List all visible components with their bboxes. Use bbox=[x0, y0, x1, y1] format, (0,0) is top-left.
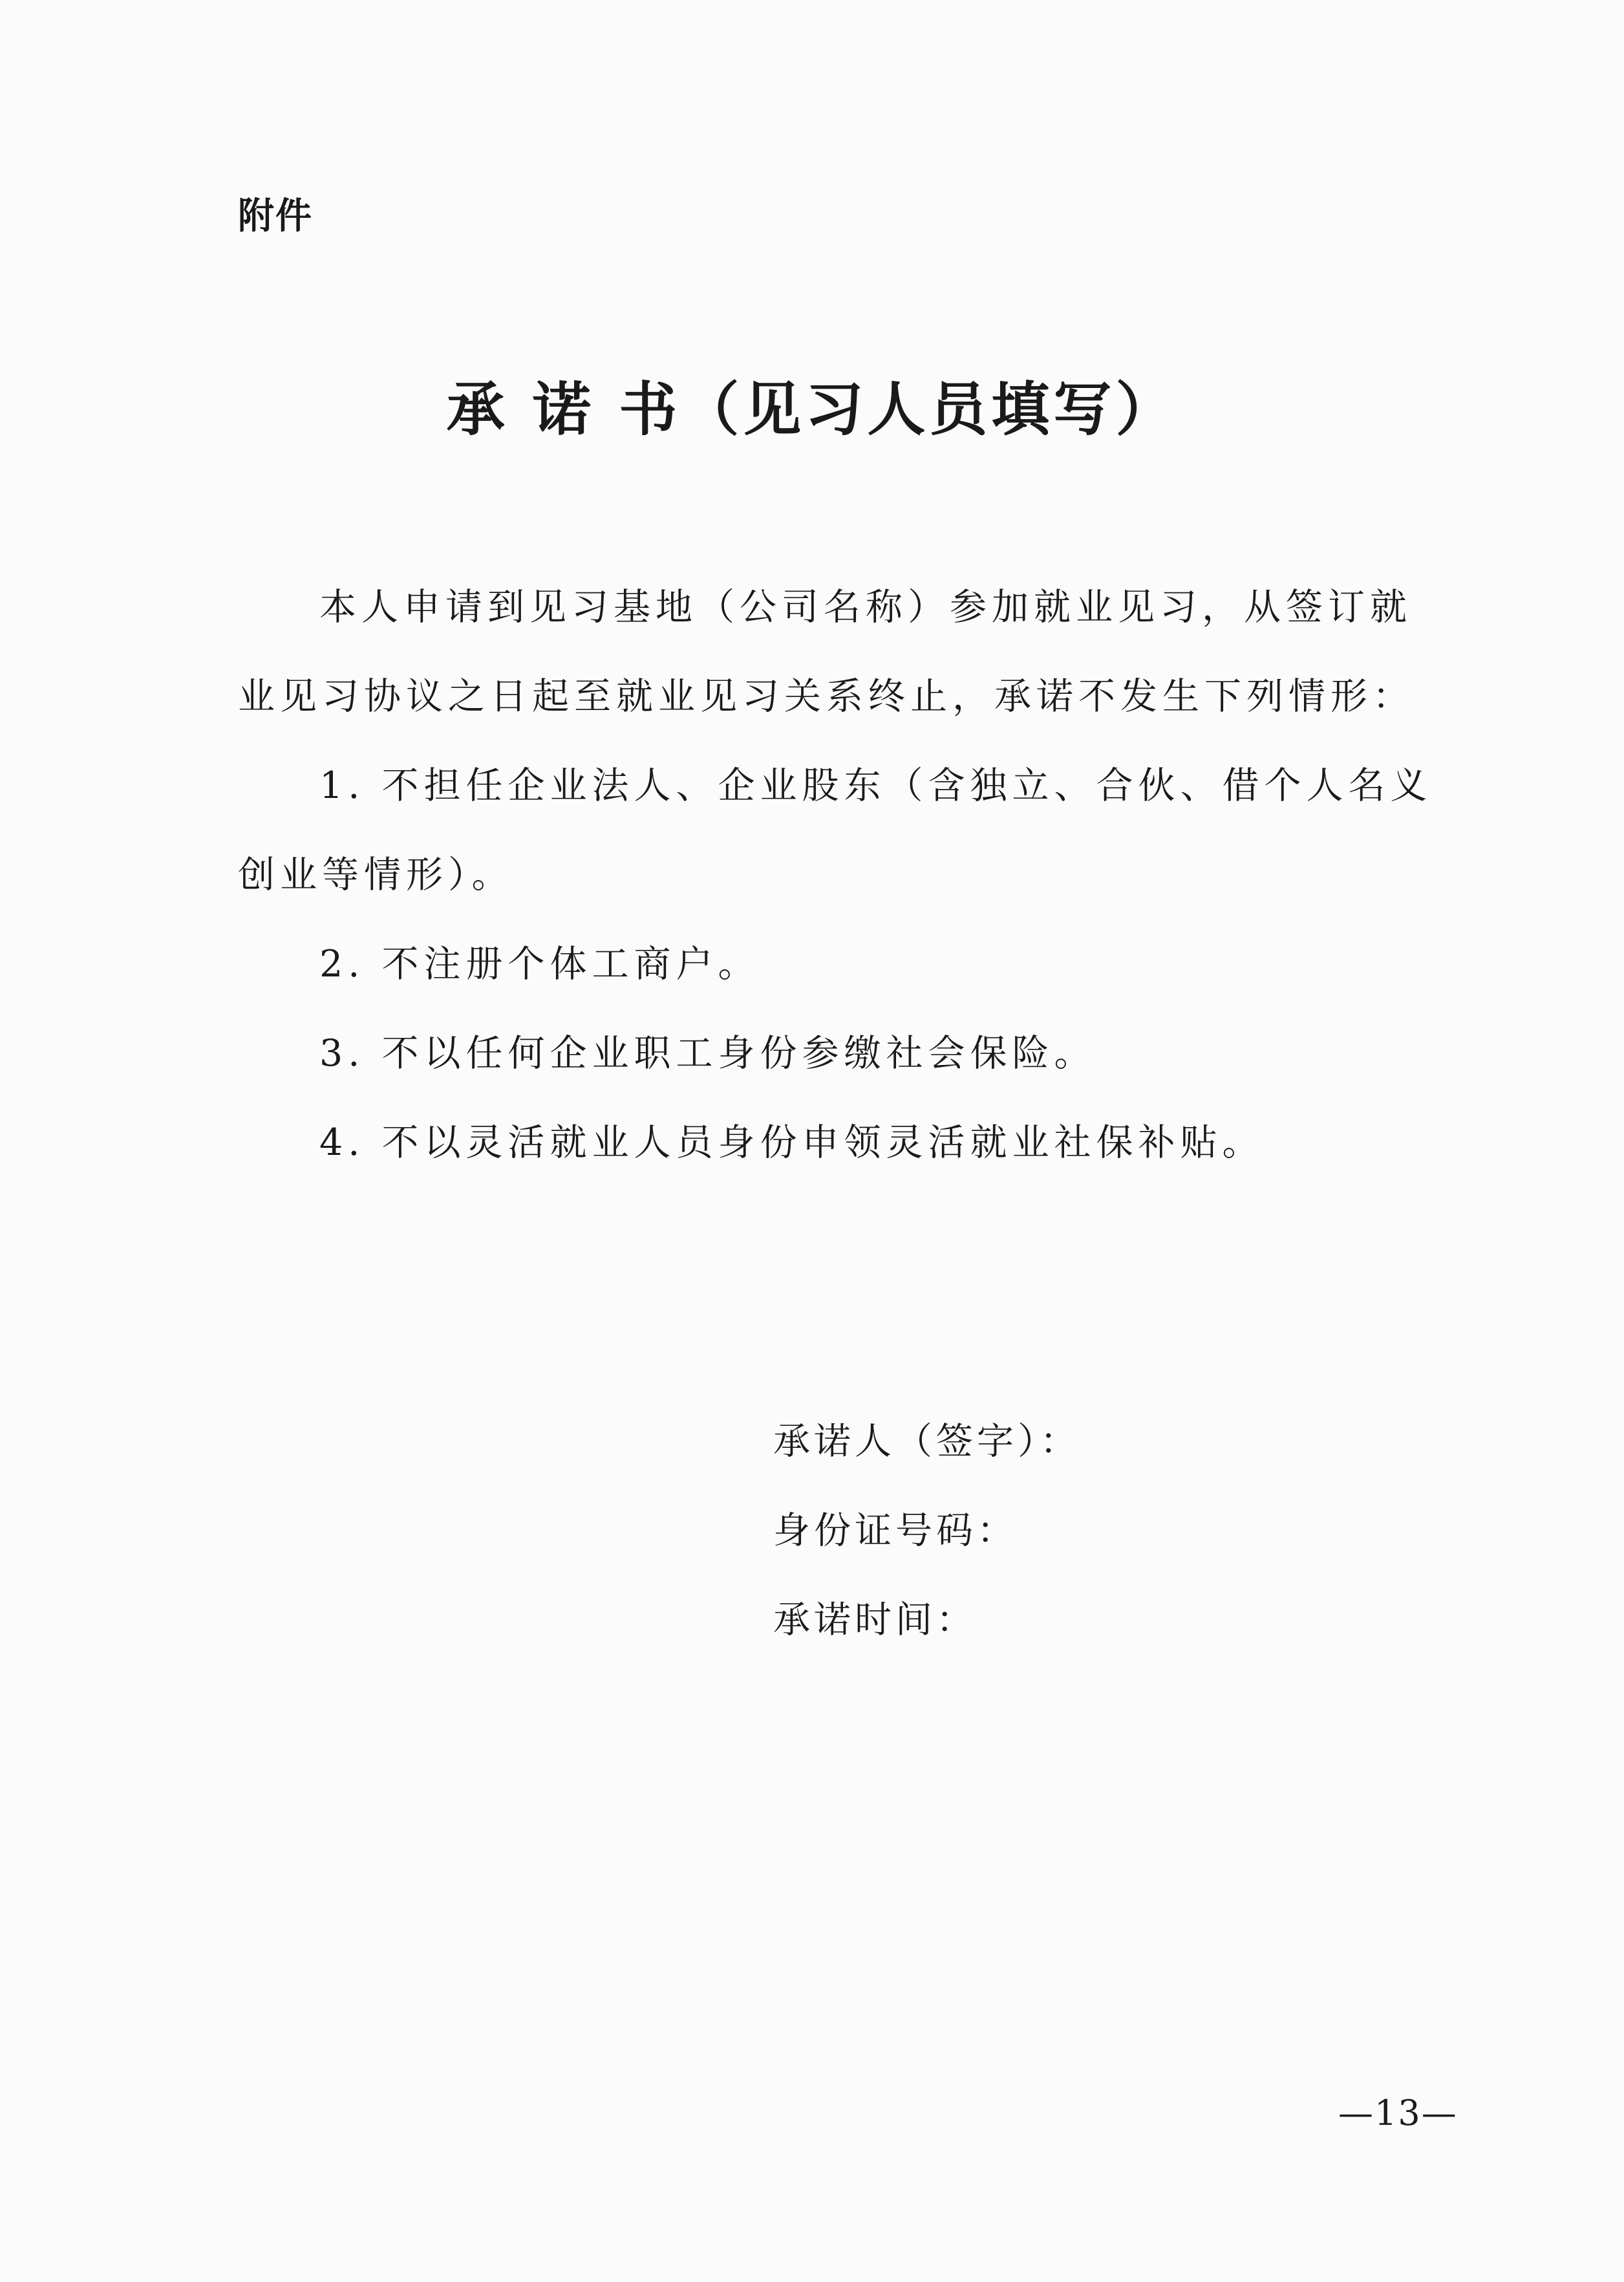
signature-block bbox=[773, 1397, 1081, 1664]
commitment-item-1: 1. 不担任企业法人、企业股东（含独立、合伙、借个人名义创业等情形）。 bbox=[238, 764, 1433, 896]
commitment-item-3: 3. 不以任何企业职工身份参缴社会保险。 bbox=[319, 1032, 1096, 1075]
commitment-item-2: 2. 不注册个体工商户。 bbox=[319, 943, 760, 985]
intro-paragraph: 本人申请到见习基地（公司名称）参加就业见习，从签订就业见习协议之日起至就业见习关系终止，承诺不发生下列情形： bbox=[238, 586, 1415, 718]
commitment-body bbox=[238, 563, 1440, 1187]
signer-label: 承诺人（签字）： bbox=[773, 1420, 1081, 1463]
attachment-label: 附件 bbox=[238, 195, 313, 237]
page-number: —13— bbox=[1338, 2093, 1458, 2133]
id-number-label: 身份证号码： bbox=[773, 1509, 1018, 1552]
commitment-item-4: 4. 不以灵活就业人员身份申领灵活就业社保补贴。 bbox=[319, 1121, 1265, 1164]
date-label: 承诺时间： bbox=[773, 1598, 977, 1641]
document-title: 承 诺 书（见习人员填写） bbox=[446, 375, 1178, 444]
